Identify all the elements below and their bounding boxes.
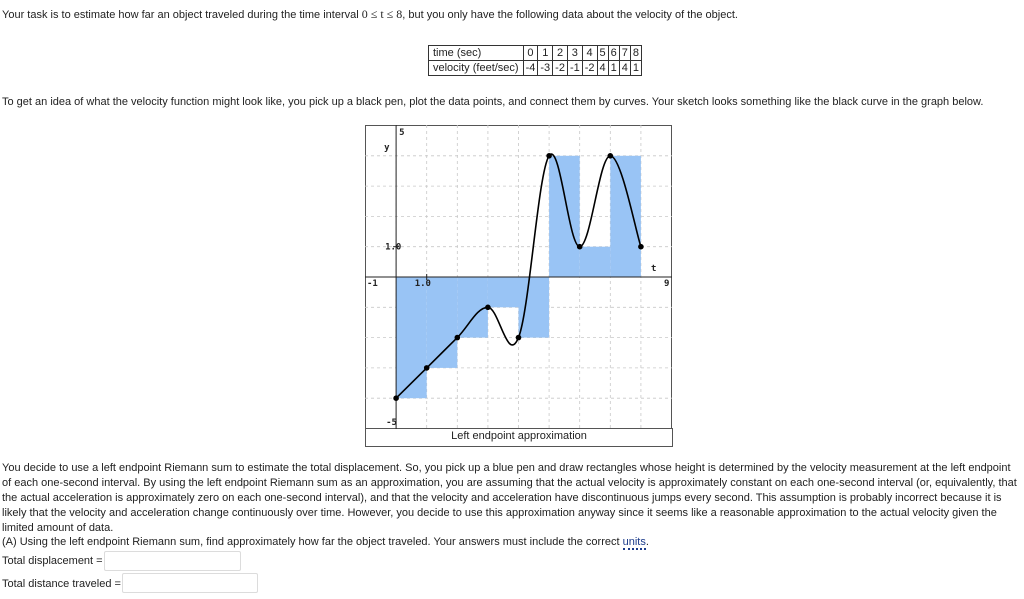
- xtick-label-one: 1.0: [414, 279, 431, 289]
- data-point: [393, 395, 399, 401]
- velocity-cell: -2: [582, 61, 597, 76]
- riemann-rect: [580, 247, 611, 277]
- velocity-cell: 4: [619, 61, 630, 76]
- question-end: .: [645, 536, 649, 548]
- velocity-cell: -4: [523, 61, 538, 76]
- time-row-label: time (sec): [429, 46, 524, 61]
- riemann-rect: [427, 277, 458, 368]
- riemann-rect: [519, 277, 550, 338]
- time-cell: 6: [608, 46, 619, 61]
- riemann-rect: [488, 277, 519, 307]
- time-cell: 4: [582, 46, 597, 61]
- data-point: [516, 335, 522, 341]
- ytick-label-one: 1.0: [385, 242, 402, 253]
- question-text: [2, 536, 649, 548]
- data-point: [424, 365, 430, 371]
- intro-after: , but you only have the following data about the velocity of the object.: [402, 9, 738, 21]
- velocity-cell: 4: [597, 61, 608, 76]
- velocity-cell: -1: [567, 61, 582, 76]
- distance-input[interactable]: [122, 573, 258, 593]
- x-axis-label: t: [651, 264, 657, 274]
- displacement-label: Total displacement =: [2, 555, 103, 567]
- velocity-cell: 1: [608, 61, 619, 76]
- time-cell: 7: [619, 46, 630, 61]
- velocity-cell: -2: [553, 61, 568, 76]
- time-cell: 2: [553, 46, 568, 61]
- data-point: [638, 244, 644, 250]
- y-axis-label: y: [384, 143, 390, 153]
- data-point: [608, 153, 614, 159]
- data-point: [577, 244, 583, 250]
- velocity-cell: 1: [630, 61, 641, 76]
- time-cell: 8: [630, 46, 641, 61]
- graph-caption: Left endpoint approximation: [365, 428, 673, 447]
- xtick-label-max: 9: [664, 279, 670, 289]
- riemann-rect: [549, 156, 580, 277]
- distance-label: Total distance traveled =: [2, 578, 121, 590]
- time-interval-math: 0 ≤ t ≤ 8: [361, 7, 403, 21]
- velocity-cell: -3: [538, 61, 553, 76]
- units-link[interactable]: units: [622, 536, 646, 548]
- time-cell: 5: [597, 46, 608, 61]
- question-body: (A) Using the left endpoint Riemann sum, find approximately how far the object traveled. Your answers must include the correct: [2, 536, 623, 548]
- time-row: [429, 46, 642, 61]
- data-point: [455, 335, 461, 341]
- velocity-graph: [365, 125, 672, 429]
- time-cell: 1: [538, 46, 553, 61]
- ytick-label-max: 5: [399, 128, 405, 138]
- time-cell: 0: [523, 46, 538, 61]
- ytick-label-min: -5: [386, 418, 397, 428]
- velocity-data-table: [428, 45, 642, 76]
- sketch-text: To get an idea of what the velocity function might look like, you pick up a black pen, plot the data points, and connect them by curves. Your sketch looks something like the black curve in the graph below.: [2, 96, 984, 108]
- velocity-row-label: velocity (feet/sec): [429, 61, 524, 76]
- riemann-paragraph: You decide to use a left endpoint Riemann sum to estimate the total displacement. So, you pick up a blue pen and draw rectangles whose height is determined by the velocity measurement at the left endpoint of each one-second interval. By using the left endpoint Riemann sum as an approximation, you are assuming that the actual velocity is approximately constant on each one-second interval (or, equivalently, that the actual acceleration is approximately zero on each one-second interval), and that the velocity and acceleration have discontinuous jumps every second. This assumption is probably incorrect because it is likely that the velocity and acceleration change continuously over time. However, you decide to use this approximation anyway since it seems like a reasonable approximation to the actual velocity given the limited amount of data.: [2, 462, 1017, 534]
- riemann-rect: [610, 156, 641, 277]
- intro-before: Your task is to estimate how far an object traveled during the time interval: [2, 9, 362, 21]
- displacement-input[interactable]: [104, 551, 241, 571]
- riemann-rect: [396, 277, 427, 398]
- xtick-label-min: -1: [367, 279, 378, 289]
- riemann-rect: [457, 277, 488, 338]
- velocity-row: [429, 61, 642, 76]
- time-cell: 3: [567, 46, 582, 61]
- intro-text: [2, 7, 738, 22]
- data-point: [546, 153, 552, 159]
- data-point: [485, 305, 491, 311]
